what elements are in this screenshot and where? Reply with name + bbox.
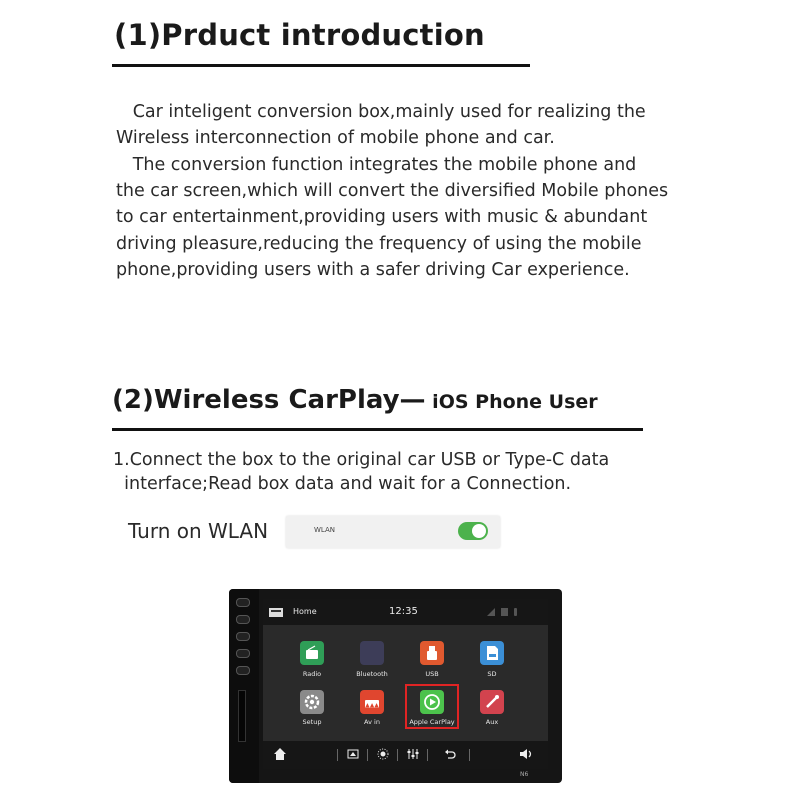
- equalizer-icon[interactable]: [407, 748, 419, 760]
- head-unit-screen: [263, 599, 548, 769]
- section2-divider: [112, 428, 643, 431]
- bluetooth-label: Bluetooth: [356, 670, 388, 678]
- usb-icon[interactable]: [420, 641, 444, 665]
- av-in-icon[interactable]: [360, 690, 384, 714]
- intro-paragraph-2: [116, 152, 668, 283]
- usb-label: USB: [425, 670, 439, 678]
- svg-text:▲▲▲: ▲▲▲: [365, 702, 379, 709]
- back-icon[interactable]: [444, 748, 456, 760]
- home-icon[interactable]: [273, 747, 287, 761]
- intro-p1-line-1: Car inteligent conversion box,mainly used for realizing the: [116, 102, 646, 122]
- side-button[interactable]: [236, 615, 250, 624]
- home-label: Home: [293, 607, 317, 616]
- brightness-icon[interactable]: [377, 748, 389, 760]
- step-1-line-1: 1.Connect the box to the original car USB or Type-C data: [113, 450, 610, 470]
- section2-subtitle: iOS Phone User: [425, 391, 598, 413]
- radio-icon[interactable]: [300, 641, 324, 665]
- side-button[interactable]: [236, 649, 250, 658]
- aux-icon[interactable]: [480, 690, 504, 714]
- section1-title: (1)Prduct introduction: [114, 18, 485, 52]
- divider: [337, 749, 338, 761]
- divider: [427, 749, 428, 761]
- aux-label: Aux: [485, 718, 499, 726]
- status-bar: [263, 599, 548, 625]
- step-1-text: [113, 449, 609, 496]
- sd-icon[interactable]: [480, 641, 504, 665]
- status-icons: [487, 607, 527, 617]
- intro-p2-line-2: the car screen,which will convert the diversified Mobile phones: [116, 181, 669, 202]
- sd-label: SD: [487, 670, 497, 678]
- card-slot: [238, 690, 246, 742]
- carplay-label: Apple CarPlay: [409, 718, 455, 726]
- side-button[interactable]: [236, 632, 250, 641]
- divider: [397, 749, 398, 761]
- clock: 12:35: [389, 606, 418, 617]
- screen-icon[interactable]: [347, 748, 359, 760]
- intro-p2-line-4: driving pleasure,reducing the frequency of using the mobile: [116, 233, 642, 254]
- power-knob-button[interactable]: [236, 598, 250, 607]
- bottom-nav-bar: [263, 741, 548, 769]
- intro-p2-line-1: The conversion function integrates the mobile phone and: [116, 155, 637, 175]
- carplay-icon[interactable]: [420, 690, 444, 714]
- section2-title-main: (2)Wireless CarPlay—: [112, 385, 426, 415]
- radio-small-icon: [269, 607, 283, 617]
- section1-divider: [112, 64, 530, 67]
- step-1-line-2: interface;Read box data and wait for a Connection.: [113, 473, 572, 494]
- divider: [469, 749, 470, 761]
- wlan-prompt: Turn on WLAN: [128, 519, 269, 543]
- volume-icon[interactable]: [519, 748, 535, 760]
- section2-title: [112, 385, 598, 415]
- wlan-toggle[interactable]: [458, 522, 488, 540]
- av-in-label: Av in: [364, 718, 380, 726]
- intro-paragraph-1: [116, 99, 646, 151]
- intro-p1-line-2: Wireless interconnection of mobile phone and car.: [116, 128, 555, 149]
- model-label: N6: [520, 771, 529, 778]
- intro-p2-line-3: to car entertainment,providing users with music & abundant: [116, 207, 648, 228]
- radio-label: Radio: [302, 670, 322, 678]
- divider: [367, 749, 368, 761]
- gear-icon[interactable]: [300, 690, 324, 714]
- intro-p2-line-5: phone,providing users with a safer driving Car experience.: [116, 259, 630, 280]
- wlan-setting-label: WLAN: [314, 526, 336, 534]
- side-button[interactable]: [236, 666, 250, 675]
- setup-label: Setup: [302, 718, 322, 726]
- wlan-toggle-knob: [472, 524, 486, 538]
- bluetooth-icon[interactable]: [360, 641, 384, 665]
